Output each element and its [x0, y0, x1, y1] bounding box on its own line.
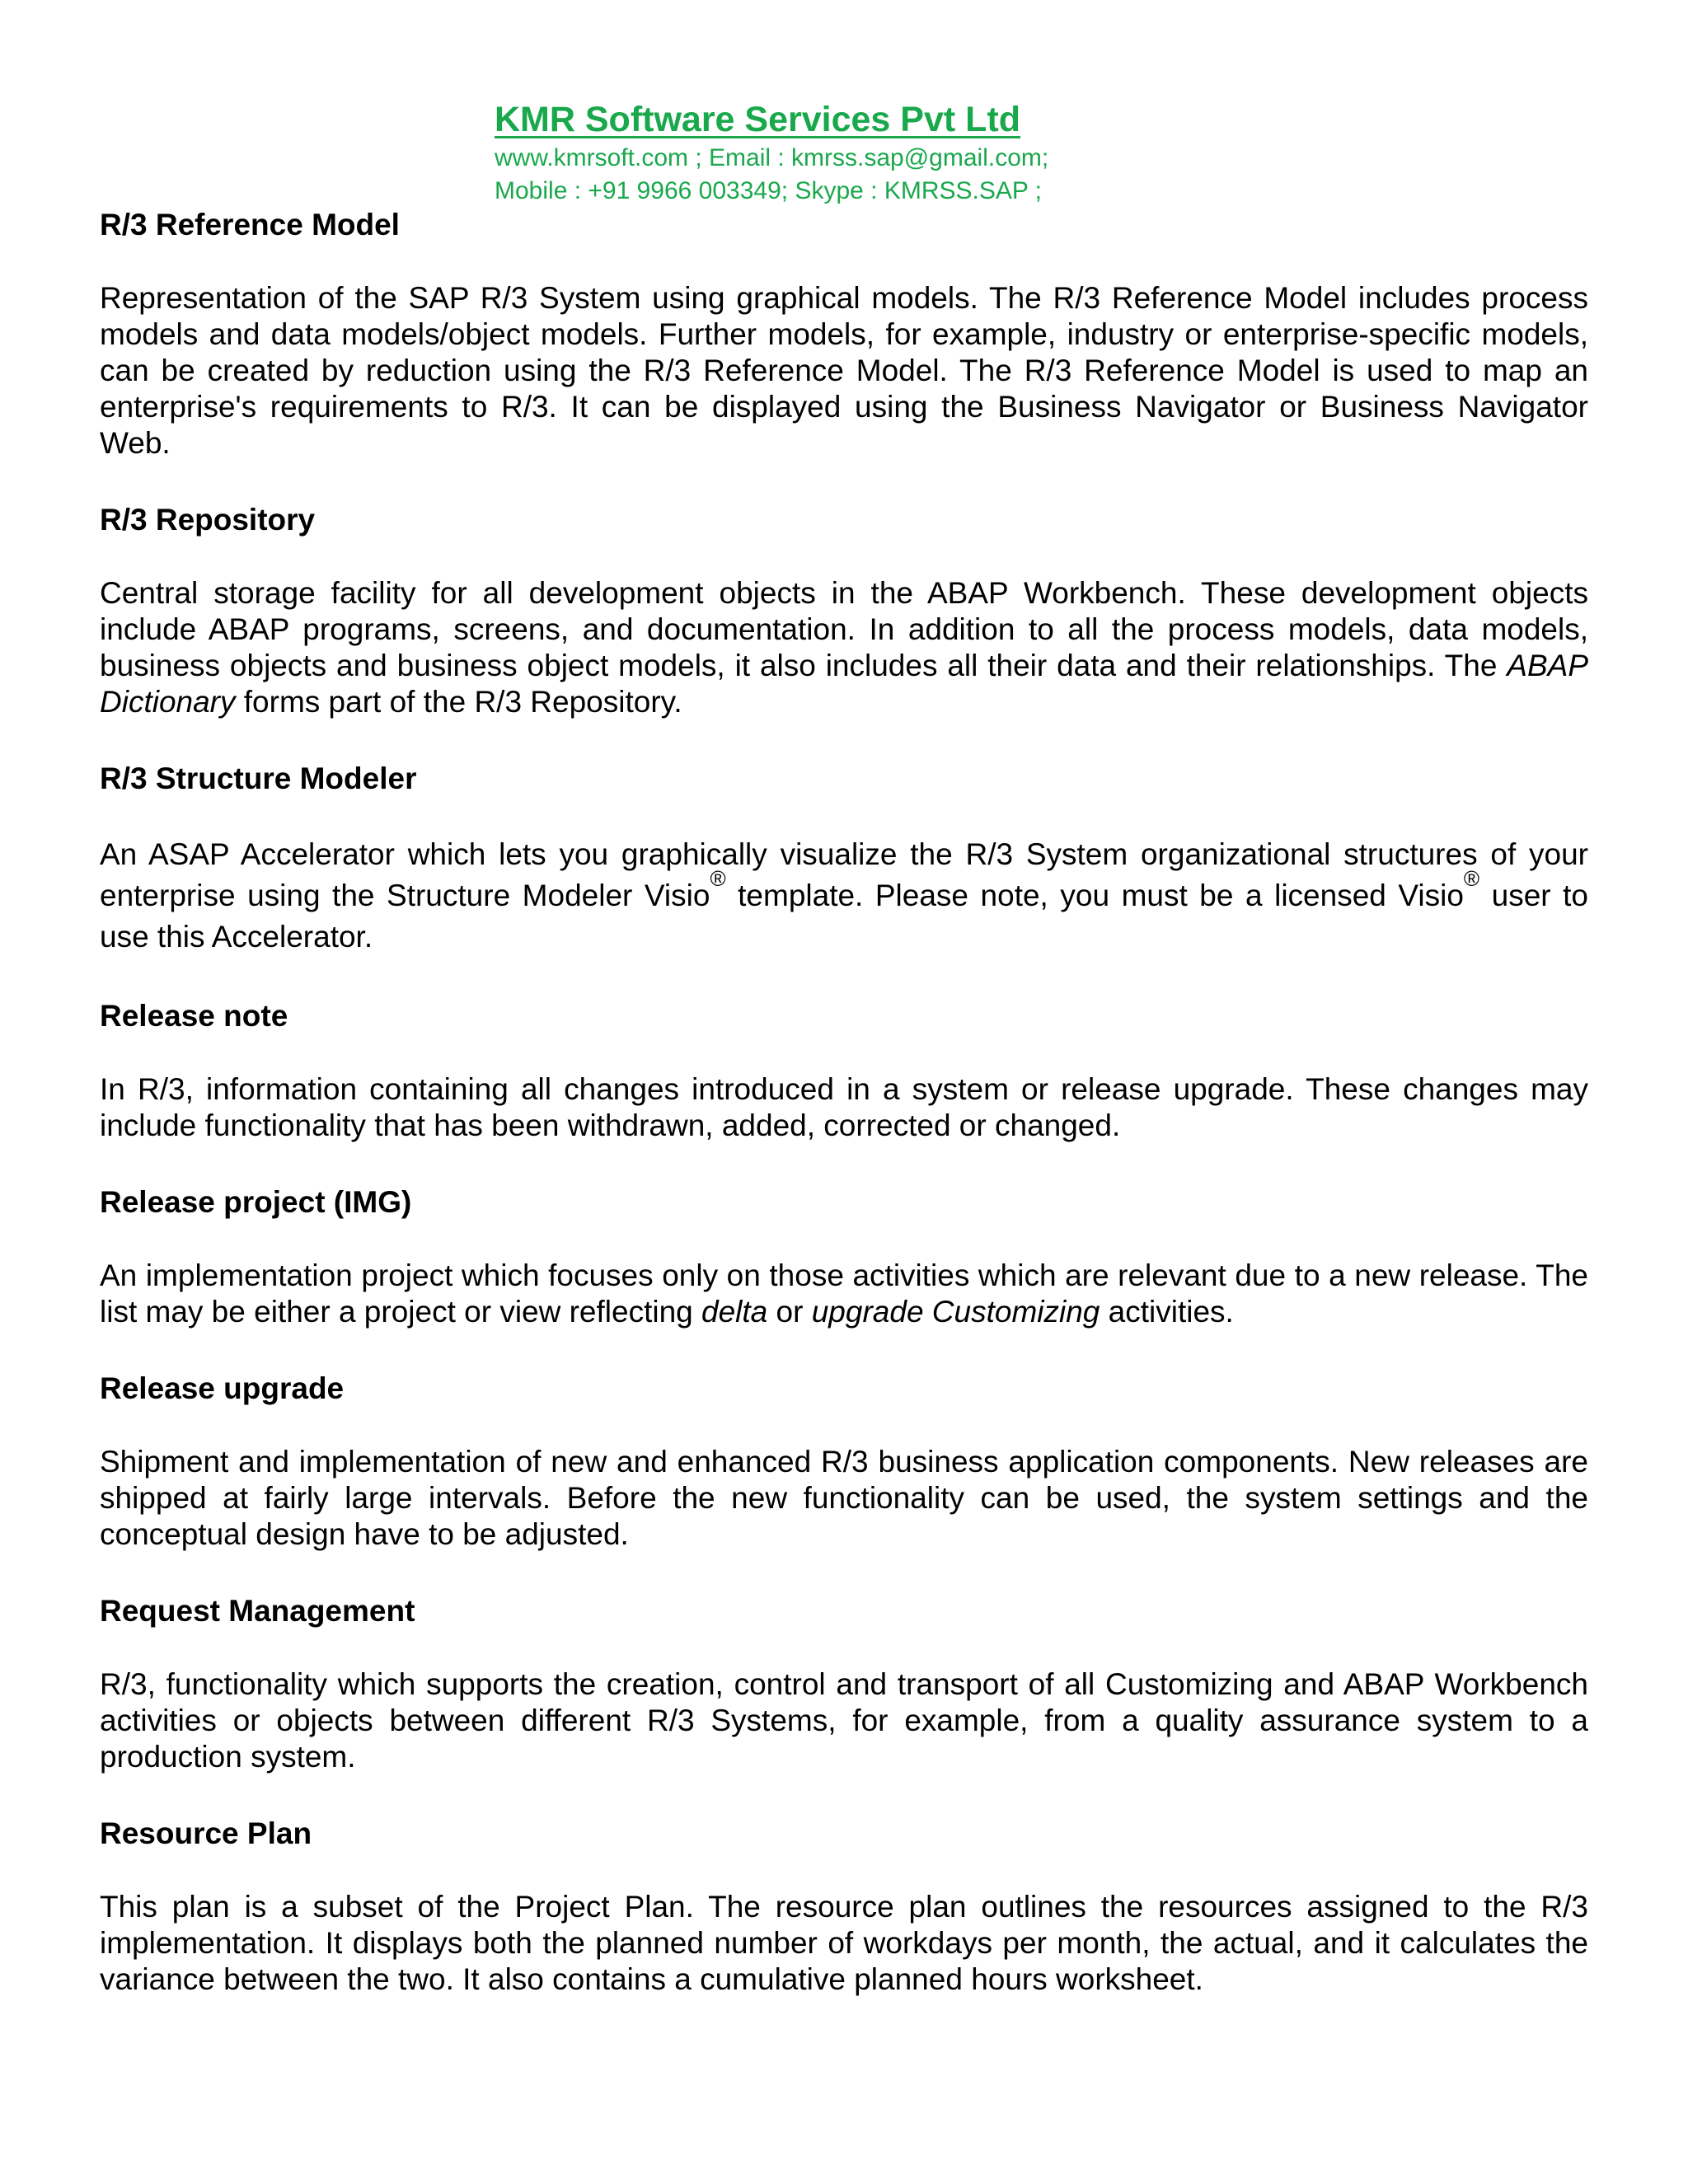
- entry-title: R/3 Repository: [100, 503, 316, 537]
- registered-mark: ®: [1463, 866, 1480, 891]
- entry-text-part: Central storage facility for all development objects in the ABAP Workbench. These development objects include ABAP programs, screens, and documentation. In addition to all the process models, data models, business objects and business object models, it also includes all their data and their relationships. The: [100, 576, 1588, 682]
- entry-term-emphasis: ABAP Dictionary: [100, 649, 1588, 719]
- entry-release-upgrade: [100, 1365, 1588, 1553]
- contact-line-web-email: www.kmrsoft.com ; Email : kmrss.sap@gmail.com;: [495, 144, 1049, 171]
- entry-text: Representation of the SAP R/3 System using graphical models. The R/3 Reference Model includes process models and data models/object models. Further models, for example, industry or enterprise-specific models, can be created by reduction using the R/3 Reference Model. The R/3 Reference Model is used to map an enterprise's requirements to R/3. It can be displayed using the Business Navigator or Business Navigator Web.: [100, 281, 1588, 460]
- entry-r3-structure-modeler: [100, 755, 1588, 958]
- contact-line-mobile-skype: Mobile : +91 9966 003349; Skype : KMRSS.SAP ;: [495, 177, 1043, 204]
- glossary-content: [100, 201, 1588, 2032]
- entry-term-emphasis: upgrade Customizing: [811, 1295, 1100, 1329]
- entry-text: This plan is a subset of the Project Plan. The resource plan outlines the resources assigned to the R/3 implementation. It displays both the planned number of workdays per month, the actual, and it calculates the variance between the two. It also contains a cumulative planned hours worksheet.: [100, 1890, 1588, 1996]
- entry-resource-plan: [100, 1810, 1588, 1998]
- entry-text: [100, 834, 1588, 958]
- entry-title: Release project (IMG): [100, 1185, 412, 1219]
- entry-request-management: [100, 1587, 1588, 1775]
- page-header: [495, 97, 1048, 208]
- entry-text: [100, 575, 1588, 720]
- entry-text-part: template. Please note, you must be a licensed Visio: [725, 879, 1464, 912]
- entry-title: R/3 Reference Model: [100, 208, 400, 241]
- entry-r3-repository: [100, 496, 1588, 720]
- entry-r3-reference-model: [100, 201, 1588, 462]
- entry-text: R/3, functionality which supports the creation, control and transport of all Customizing and ABAP Workbench activities or objects between different R/3 Systems, for example, from a quality assurance system to a production system.: [100, 1667, 1588, 1774]
- company-name: KMR Software Services Pvt Ltd: [495, 100, 1021, 139]
- entry-release-note: [100, 992, 1588, 1144]
- registered-mark: ®: [710, 866, 726, 891]
- entry-term-emphasis: delta: [701, 1295, 768, 1329]
- entry-title: Release upgrade: [100, 1371, 345, 1405]
- entry-title: Request Management: [100, 1594, 415, 1628]
- entry-text-part: forms part of the R/3 Repository.: [235, 685, 682, 719]
- entry-text-part: An implementation project which focuses only on those activities which are relevant due to a new release. The list may be either a project or view reflecting: [100, 1258, 1588, 1329]
- entry-text-part: An ASAP Accelerator which lets you graphically visualize the R/3 System organizational structures of your enterprise using the Structure Modeler Visio: [100, 837, 1588, 912]
- entry-text-part: activities.: [1100, 1295, 1234, 1329]
- entry-title: R/3 Structure Modeler: [100, 762, 417, 795]
- entry-release-project: [100, 1179, 1588, 1330]
- entry-text: In R/3, information containing all changes introduced in a system or release upgrade. These changes may include functionality that has been withdrawn, added, corrected or changed.: [100, 1072, 1588, 1142]
- entry-title: Release note: [100, 999, 288, 1033]
- entry-text: [100, 1258, 1588, 1330]
- entry-text-part: user to use this Accelerator.: [100, 879, 1589, 954]
- entry-title: Resource Plan: [100, 1816, 312, 1850]
- entry-text: Shipment and implementation of new and enhanced R/3 business application components. New releases are shipped at fairly large intervals. Before the new functionality can be used, the system settings and the conceptual design have to be adjusted.: [100, 1445, 1588, 1551]
- entry-text-part: or: [767, 1295, 812, 1329]
